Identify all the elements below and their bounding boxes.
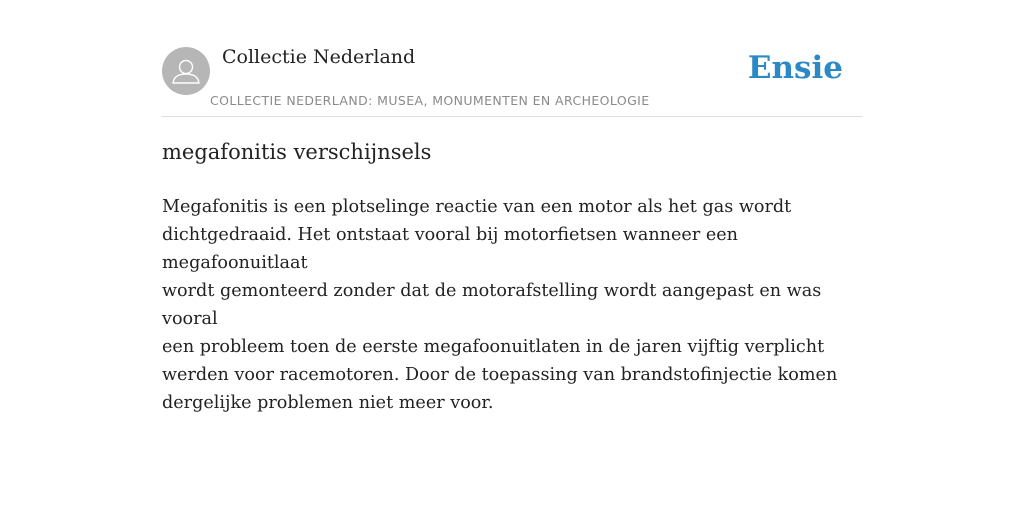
author-name[interactable]: Collectie Nederland: [222, 46, 416, 68]
article-body: [162, 193, 872, 417]
brand-logo[interactable]: Ensie: [747, 50, 843, 86]
user-icon: [162, 47, 210, 95]
article-line: dichtgedraaid. Het ontstaat vooral bij motorfietsen wanneer een megafoonuitlaat: [162, 225, 738, 273]
article-line: Megafonitis is een plotselinge reactie van een motor als het gas wordt: [162, 197, 792, 217]
article-line: werden voor racemotoren. Door de toepassing van brandstofinjectie komen: [162, 365, 838, 385]
article-title: megafonitis verschijnsels: [162, 140, 432, 164]
article-line: dergelijke problemen niet meer voor.: [162, 393, 494, 413]
collection-subtitle[interactable]: COLLECTIE NEDERLAND: MUSEA, MONUMENTEN EN ARCHEOLOGIE: [210, 93, 650, 108]
article-line: een probleem toen de eerste megafoonuitlaten in de jaren vijftig verplicht: [162, 337, 825, 357]
header: [162, 40, 862, 117]
article-line: wordt gemonteerd zonder dat de motorafstelling wordt aangepast en was vooral: [162, 281, 822, 329]
avatar[interactable]: [162, 47, 210, 95]
